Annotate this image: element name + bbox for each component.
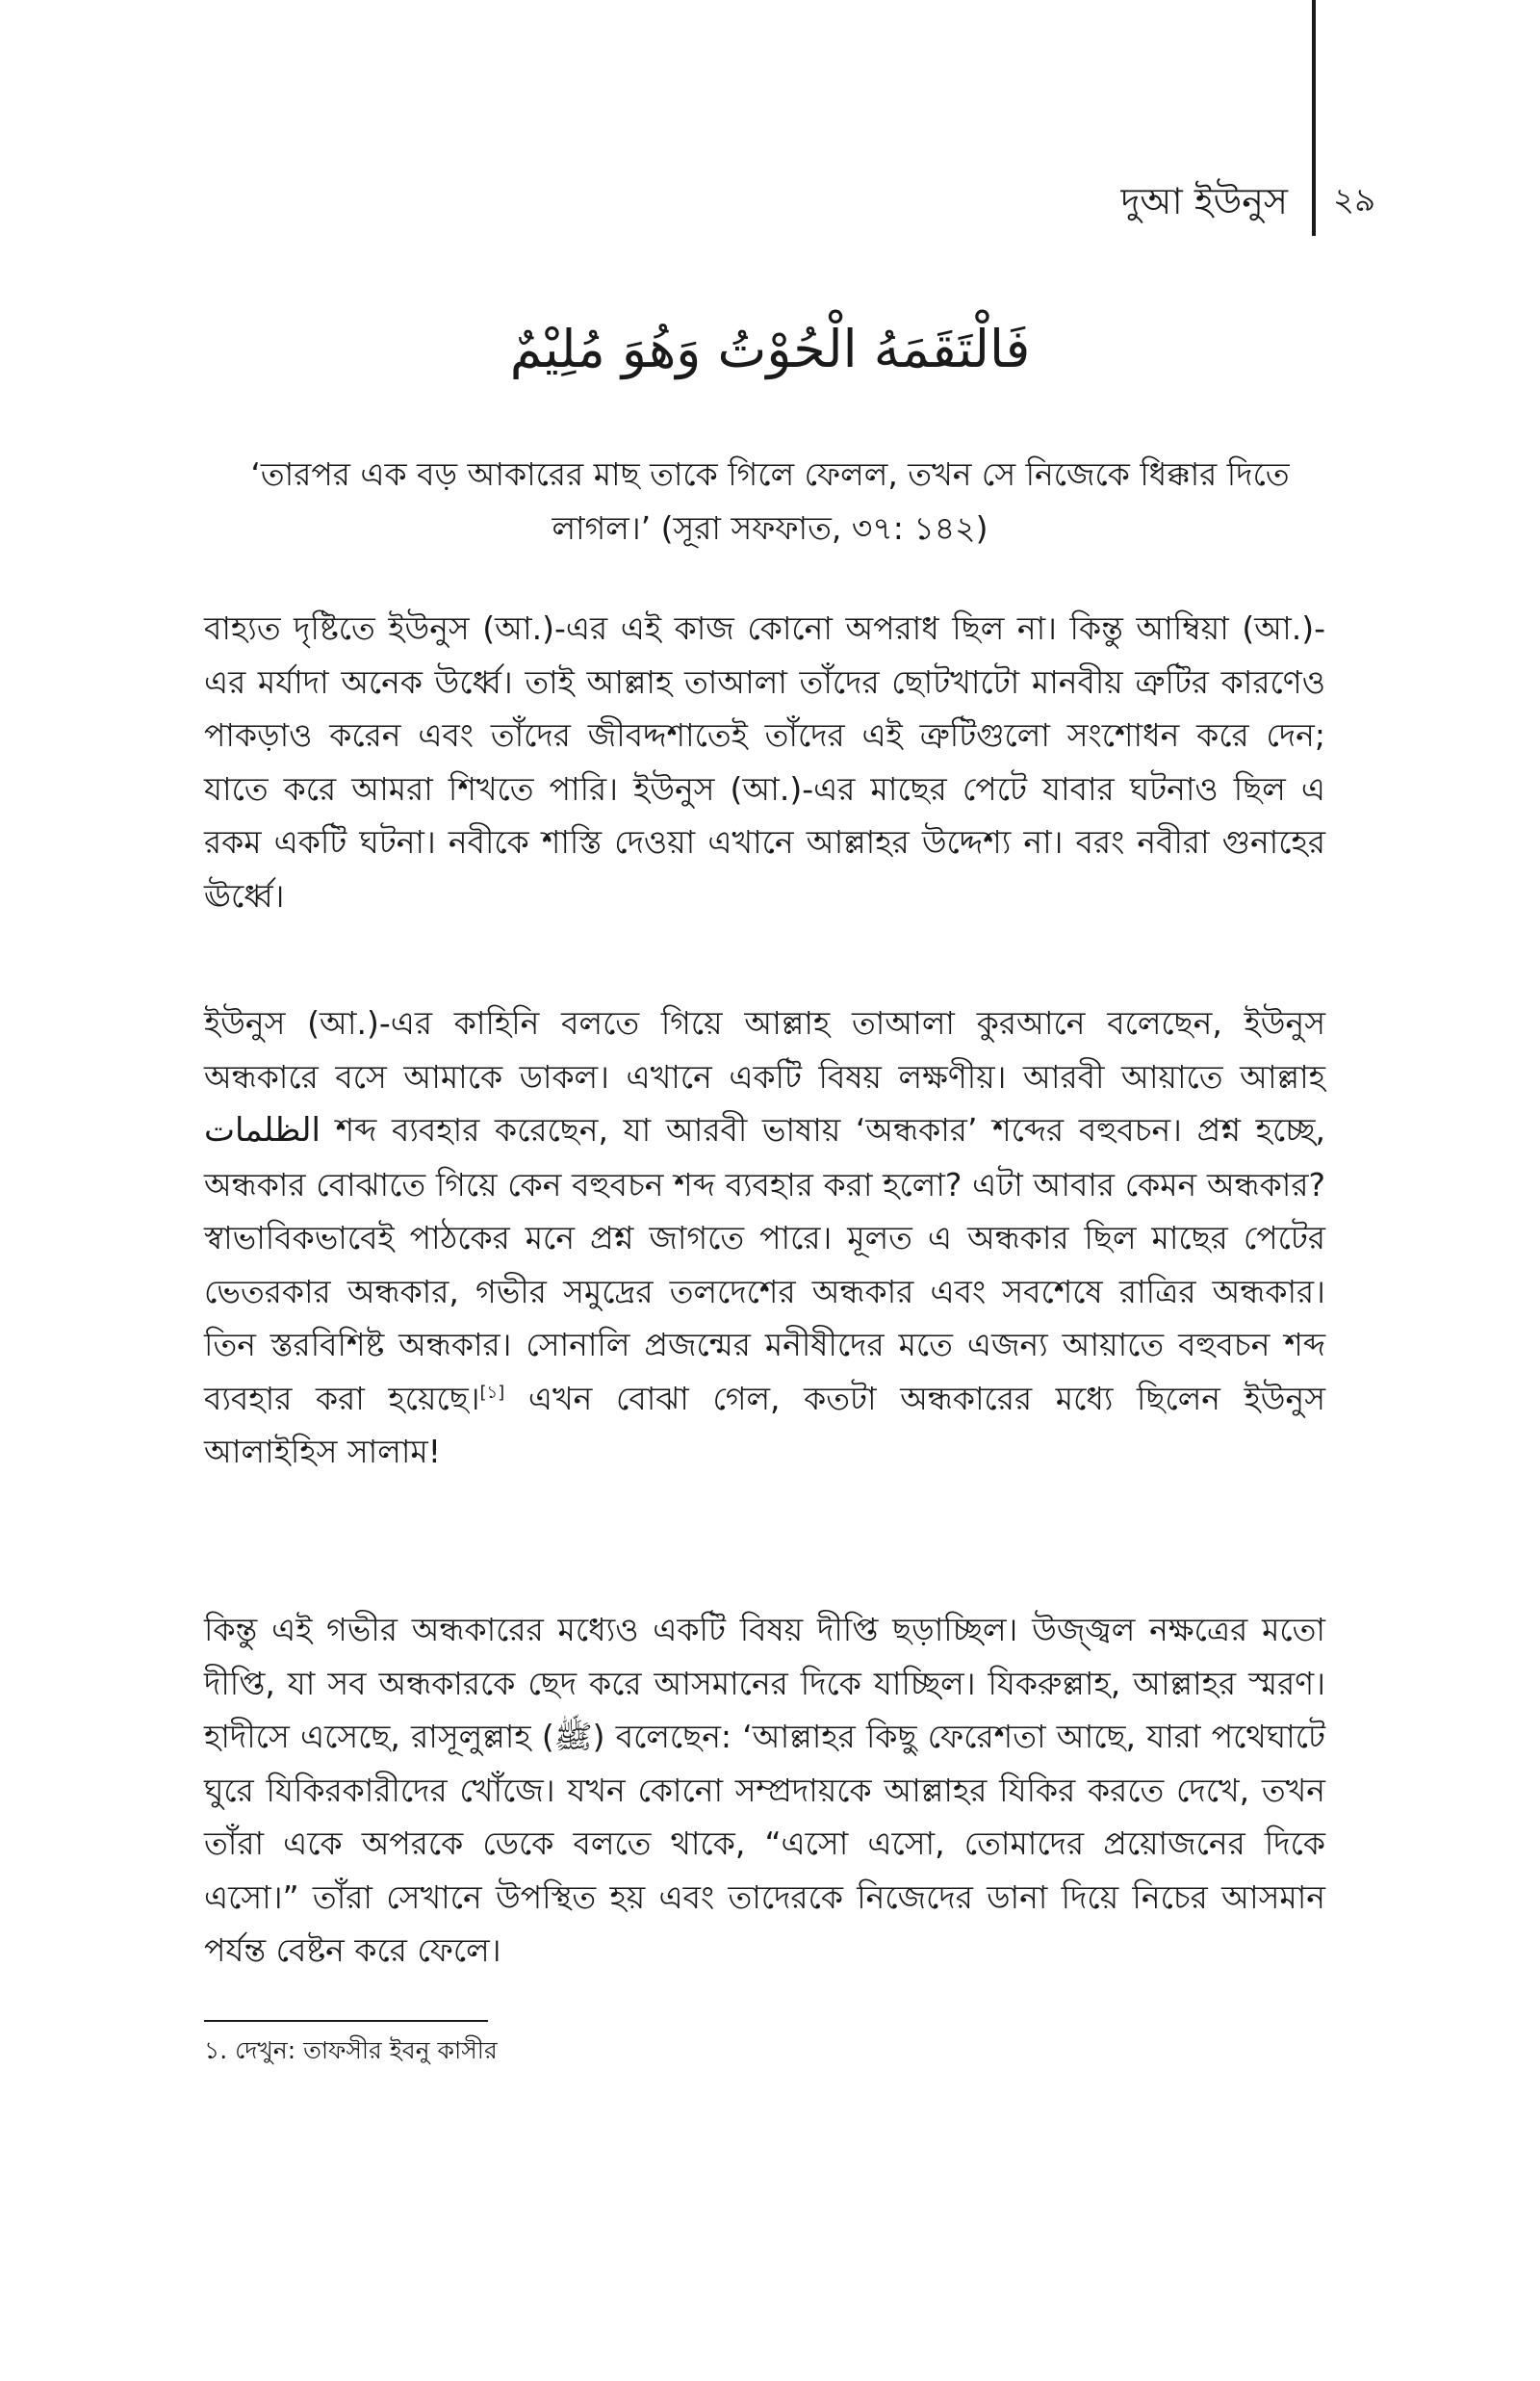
translation-line-2: লাগল।’ (সূরা সফফাত, ৩৭: ১৪২) — [552, 509, 988, 547]
quran-verse-arabic: فَالْتَقَمَهُ الْحُوْتُ وَهُوَ مُلِيْمٌ — [509, 319, 1031, 379]
translation-line-1: ‘তারপর এক বড় আকারের মাছ তাকে গিলে ফেলল, তখন সে নিজেকে ধিক্কার দিতে — [250, 455, 1290, 493]
page-number: ২৯ — [1333, 181, 1376, 220]
paragraph-2-part-c: এখন বোঝা গেল, কতটা অন্ধকারের মধ্যে ছিলেন ইউনুস আলাইহিস সালাম! — [204, 1379, 1325, 1470]
paragraph-2 — [204, 996, 1325, 1479]
footnote-divider — [204, 2020, 488, 2022]
paragraph-1: বাহ্যত দৃষ্টিতে ইউনুস (আ.)-এর এই কাজ কোনো অপরাধ ছিল না। কিন্তু আম্বিয়া (আ.)-এর মর্যাদা অনেক উর্ধ্বে। তাই আল্লাহ তাআলা তাঁদের ছোটখাটো মানবীয় ত্রুটির কারণেও পাকড়াও করেন এবং তাঁদের জীবদ্দশাতেই তাঁদের এই ত্রুটিগুলো সংশোধন করে দেন; যাতে করে আমরা শিখতে পারি। ইউনুস (আ.)-এর মাছের পেটে যাবার ঘটনাও ছিল এ রকম একটি ঘটনা। নবীকে শাস্তি দেওয়া এখানে আল্লাহর উদ্দেশ্য না। বরং নবীরা গুনাহের ঊর্ধ্বে। — [204, 609, 1325, 915]
chapter-title: দুআ ইউনুস — [1120, 180, 1288, 222]
paragraph-3: কিন্তু এই গভীর অন্ধকারের মধ্যেও একটি বিষয় দীপ্তি ছড়াচ্ছিল। উজ্জ্বল নক্ষত্রের মতো দীপ্তি, যা সব অন্ধকারকে ছেদ করে আসমানের দিকে যাচ্ছিল। যিকরুল্লাহ, আল্লাহর স্মরণ। হাদীসে এসেছে, রাসূলুল্লাহ (ﷺ) বলেছেন: ‘আল্লাহর কিছু ফেরেশতা আছে, যারা পথেঘাটে ঘুরে যিকিরকারীদের খোঁজে। যখন কোনো সম্প্রদায়কে আল্লাহর যিকির করতে দেখে, তখন তাঁরা একে অপরকে ডেকে বলতে থাকে, “এসো এসো, তোমাদের প্রয়োজনের দিকে এসো।” তাঁরা সেখানে উপস্থিত হয় এবং তাদেরকে নিজেদের ডানা দিয়ে নিচের আসমান পর্যন্ত বেষ্টন করে ফেলে। — [204, 1611, 1325, 1969]
arabic-word-zulumat: الظلمات — [204, 1111, 321, 1150]
verse-translation — [202, 448, 1338, 556]
running-header — [0, 173, 1540, 231]
paragraph-2-part-a: ইউনুস (আ.)-এর কাহিনি বলতে গিয়ে আল্লাহ তাআলা কুরআনে বলেছেন, ইউনুস অন্ধকারে বসে আমাকে ডাকল। এখানে একটি বিষয় লক্ষণীয়। আরবী আয়াতে আল্লাহ — [204, 1004, 1325, 1096]
paragraph-2-part-b: শব্দ ব্যবহার করেছেন, যা আরবী ভাষায় ‘অন্ধকার’ শব্দের বহুবচন। প্রশ্ন হচ্ছে, অন্ধকার বোঝাতে গিয়ে কেন বহুবচন শব্দ ব্যবহার করা হলো? এটা আবার কেমন অন্ধকার? স্বাভাবিকভাবেই পাঠকের মনে প্রশ্ন জাগতে পারে। মূলত এ অন্ধকার ছিল মাছের পেটের ভেতরকার অন্ধকার, গভীর সমুদ্রের তলদেশের অন্ধকার এবং সবশেষে রাত্রির অন্ধকার। তিন স্তরবিশিষ্ট অন্ধকার। সোনালি প্রজন্মের মনীষীদের মতে এজন্য আয়াতে বহুবচন শব্দ ব্যবহার করা হয়েছে। — [204, 1111, 1325, 1417]
footnote-text: ১. দেখুন: তাফসীর ইবনু কাসীর — [204, 2036, 498, 2064]
footnote-reference[interactable]: [১] — [479, 1382, 505, 1403]
